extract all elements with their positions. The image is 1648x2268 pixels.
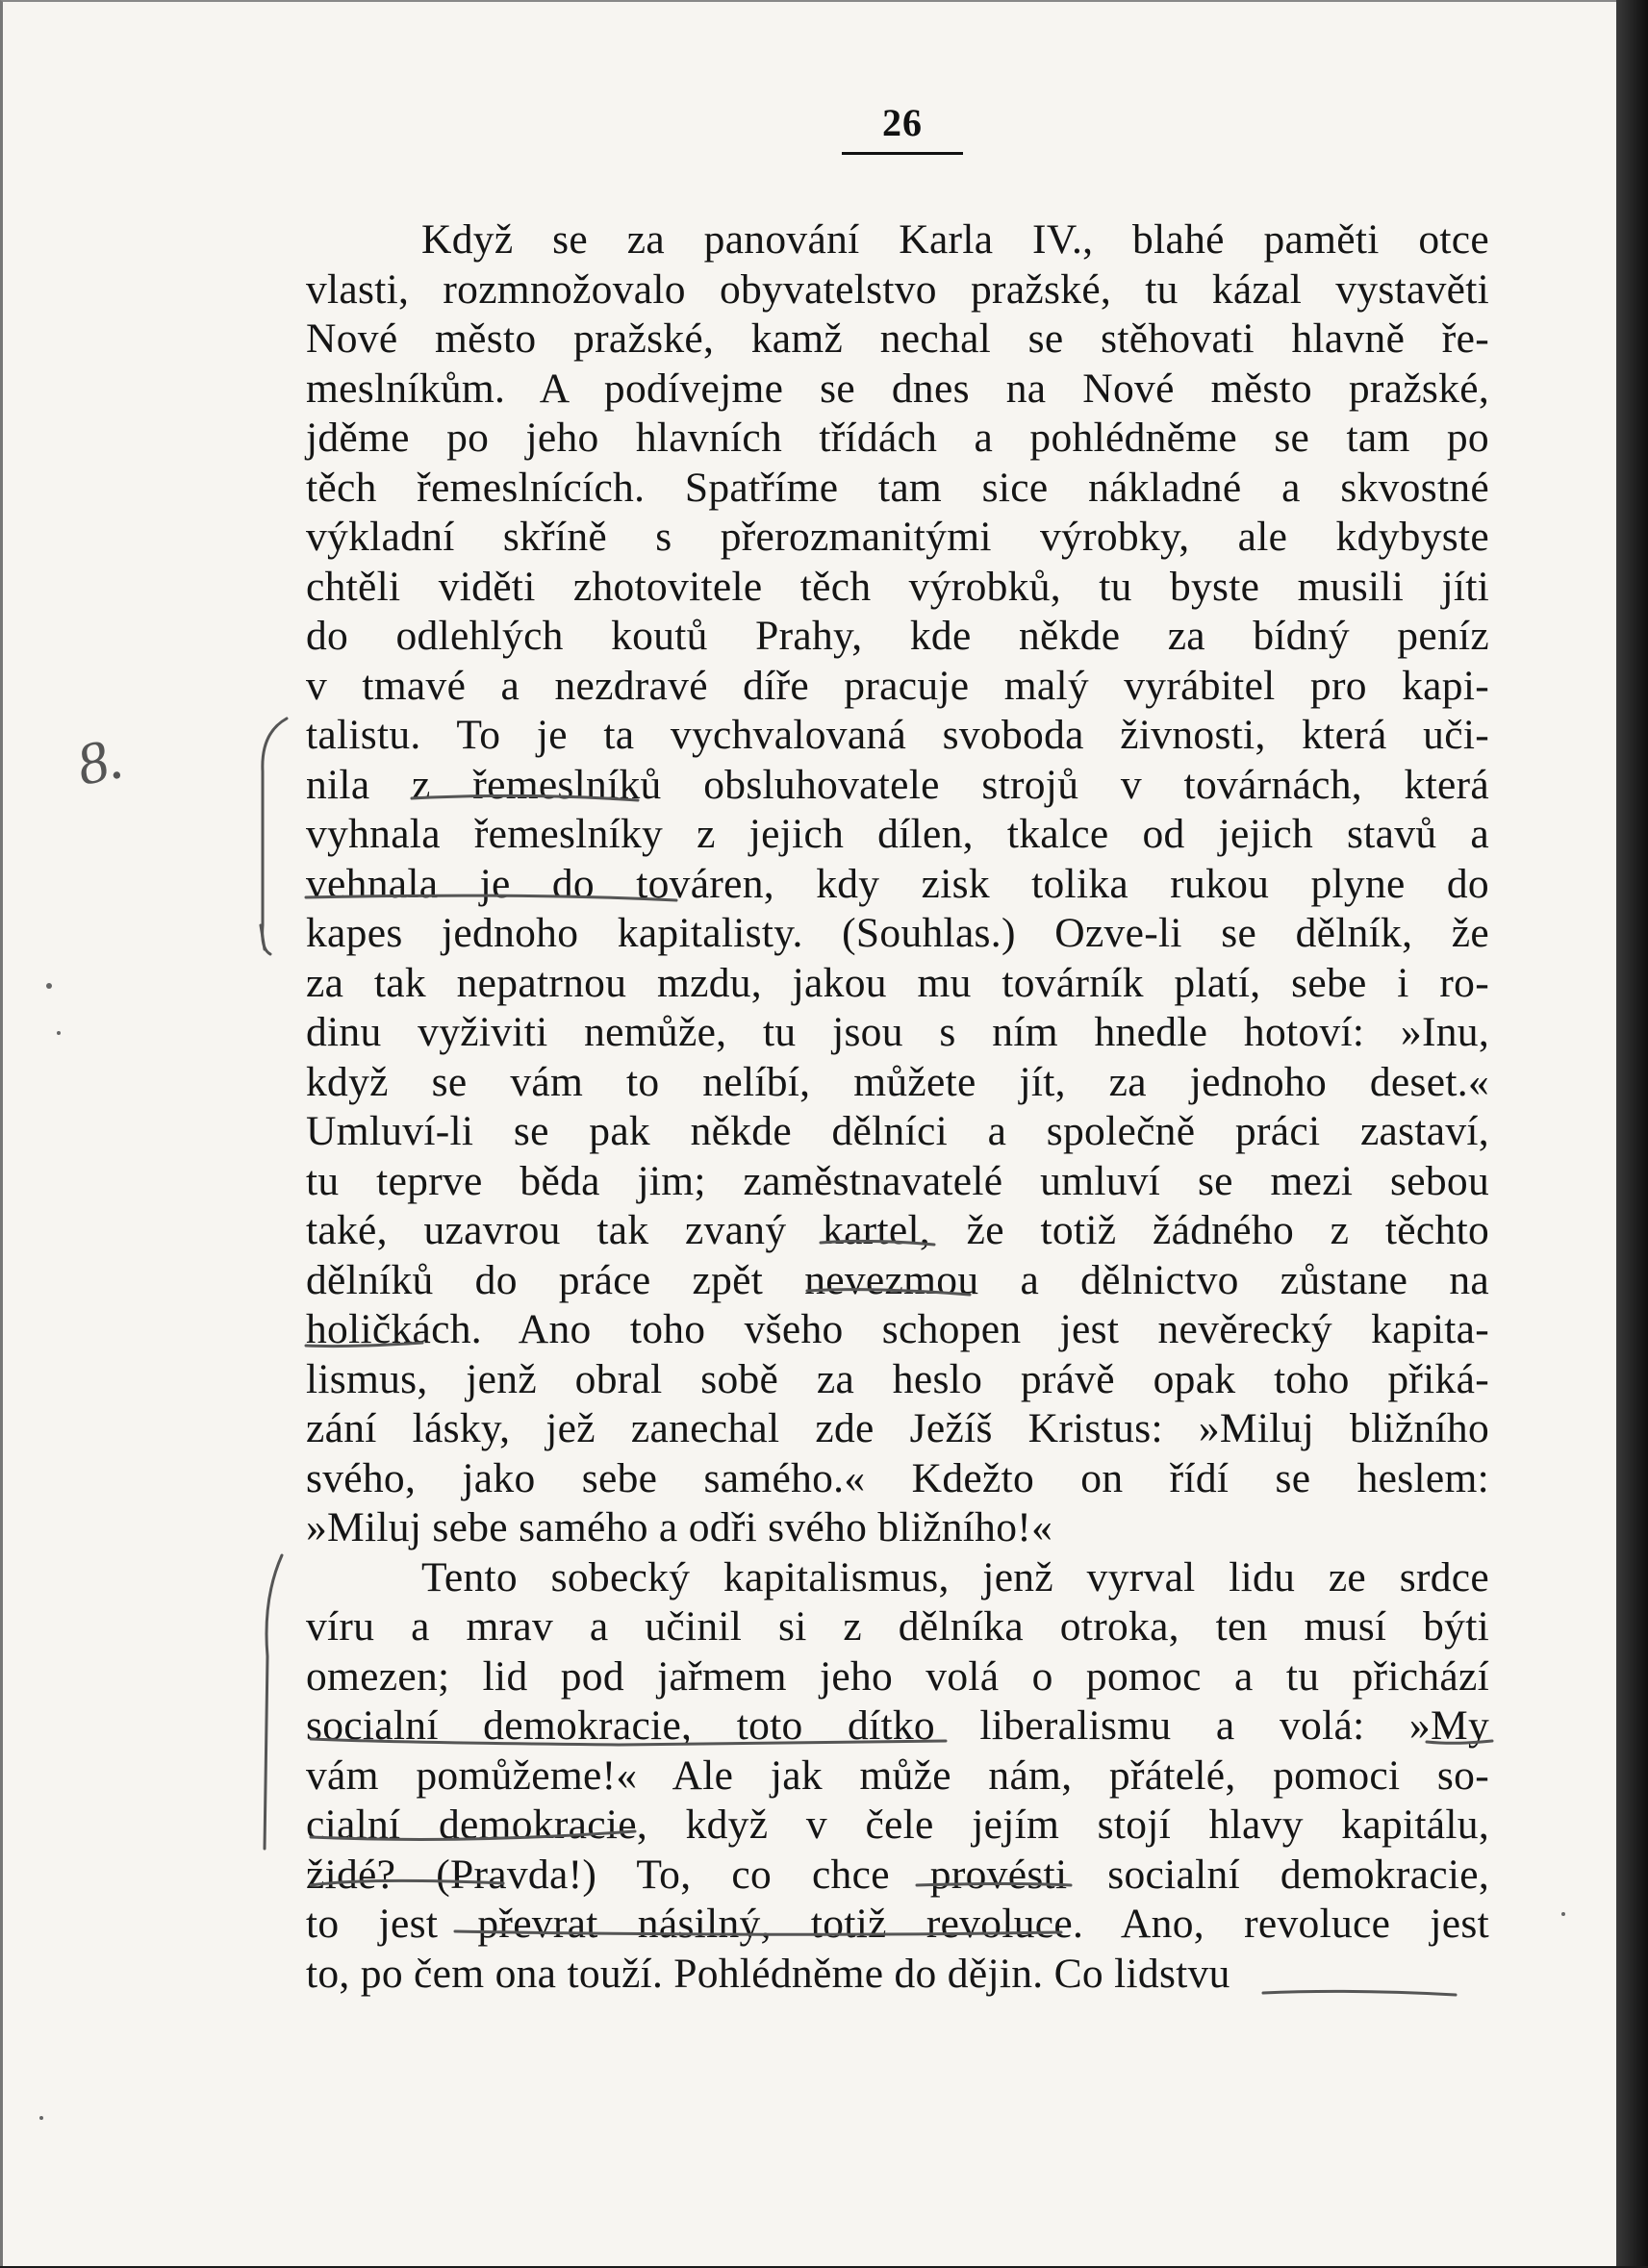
text-line: výkladní skříně s přerozmanitými výrobky, ale kdybyste <box>306 514 1489 560</box>
text-line: víru a mrav a učinil si z dělníka otroka, ten musí býti <box>306 1603 1489 1650</box>
text-line: holičkách. Ano toho všeho schopen jest nevěrecký kapita- <box>306 1306 1489 1352</box>
text-line: židé? (Pravda!) To, co chce provésti socialní demokracie, <box>306 1851 1489 1898</box>
underline-so <box>1427 1741 1492 1743</box>
page-edge-shadow <box>1616 0 1648 2266</box>
text-line: chtěli viděti zhotovitele těch výrobků, tu byste musili jíti <box>306 563 1489 610</box>
text-line: zání lásky, jež zanechal zde Ježíš Kristus: »Miluj bližního <box>306 1405 1489 1451</box>
margin-bracket-1 <box>263 718 287 954</box>
underline-vehnala <box>306 895 676 900</box>
underline-remeslniku <box>412 795 638 800</box>
underline-nevezmou <box>807 1290 970 1295</box>
underline-kartel <box>821 1241 934 1245</box>
text-line: talistu. To je ta vychvalovaná svoboda živnosti, která uči- <box>306 712 1489 758</box>
underline-prevrat <box>455 1931 1061 1934</box>
text-line: lismus, jenž obral sobě za heslo právě opak toho přiká- <box>306 1355 1489 1402</box>
text-line: v tmavé a nezdravé díře pracuje malý vyrábitel pro kapi- <box>306 662 1489 709</box>
margin-note: 8. <box>71 724 129 799</box>
text-line: když se vám to nelíbí, můžete jít, za jednoho deset.« <box>306 1058 1489 1105</box>
underline-demokracie <box>311 1831 635 1839</box>
text-line: za tak nepatrnou mzdu, jakou mu továrník platí, sebe i ro- <box>306 959 1489 1006</box>
text-line: dělníků do práce zpět nevezmou a dělnictvo zůstane na <box>306 1256 1489 1303</box>
text-line: nila z řemeslníků obsluhovatele strojů v továrnách, která <box>306 761 1489 808</box>
text-line: svého, jako sebe samého.« Kdežto on řídí se heslem: <box>306 1454 1489 1501</box>
text-line: do odlehlých koutů Prahy, kde někde za bídný peníz <box>306 613 1489 659</box>
underline-lidstvu <box>1263 1991 1456 1995</box>
page-number: 26 <box>882 101 923 144</box>
text-line: »Miluj sebe samého a odři svého bližního!« <box>306 1504 1053 1550</box>
text-line: kapes jednoho kapitalisty. (Souhlas.) Ozve-li se dělník, že <box>306 910 1489 956</box>
text-line: také, uzavrou tak zvaný kartel, že totiž žádného z těchto <box>306 1207 1489 1253</box>
text-line: vyhnala řemeslníky z jejich dílen, tkalce od jejich stavů a <box>306 811 1489 857</box>
text-line: Když se za panování Karla IV., blahé paměti otce <box>421 216 1489 263</box>
text-line: jděme po jeho hlavních třídách a pohlédněme se tam po <box>306 415 1489 461</box>
text-line: Tento sobecký kapitalismus, jenž vyrval lidu ze srdce <box>421 1553 1489 1600</box>
text-line: cialní demokracie, když v čele jejím stojí hlavy kapitálu, <box>306 1802 1489 1848</box>
text-line: vehnala je do továren, kdy zisk tolika rukou plyne do <box>306 860 1489 907</box>
underline-socialni <box>311 1739 946 1745</box>
text-line: těch řemeslnících. Spatříme tam sice nákladné a skvostné <box>306 464 1489 511</box>
text-line: to, po čem ona touží. Pohlédněme do dějin. Co lidstvu <box>306 1950 1230 1997</box>
text-line: socialní demokracie, toto dítko liberalismu a volá: »My <box>306 1702 1489 1749</box>
text-line: dinu vyživiti nemůže, tu jsou s ním hnedle hotoví: »Inu, <box>306 1009 1489 1055</box>
underline-provesti <box>917 1884 1071 1886</box>
text-line: to jest převrat násilný, totiž revoluce. Ano, revoluce jest <box>306 1901 1489 1947</box>
text-line: Umluví-li se pak někde dělníci a společně práci zastaví, <box>306 1108 1489 1154</box>
pencil-marks <box>3 2 1619 2268</box>
text-line: tu teprve běda jim; zaměstnavatelé umluví se mezi sebou <box>306 1157 1489 1204</box>
text-line: Nové město pražské, kamž nechal se stěhovati hlavně ře- <box>306 315 1489 362</box>
text-line: omezen; lid pod jařmem jeho volá o pomoc a tu přichází <box>306 1652 1489 1700</box>
text-line: vám pomůžeme!« Ale jak může nám, přátelé, pomoci so- <box>306 1751 1489 1799</box>
text-line: vlasti, rozmnožovalo obyvatelstvo pražské, tu kázal vystavěti <box>306 265 1489 313</box>
margin-bracket-2 <box>265 1555 282 1849</box>
text-line: meslníkům. A podívejme se dnes na Nové město pražské, <box>306 365 1489 412</box>
underline-lismus <box>306 1343 422 1347</box>
